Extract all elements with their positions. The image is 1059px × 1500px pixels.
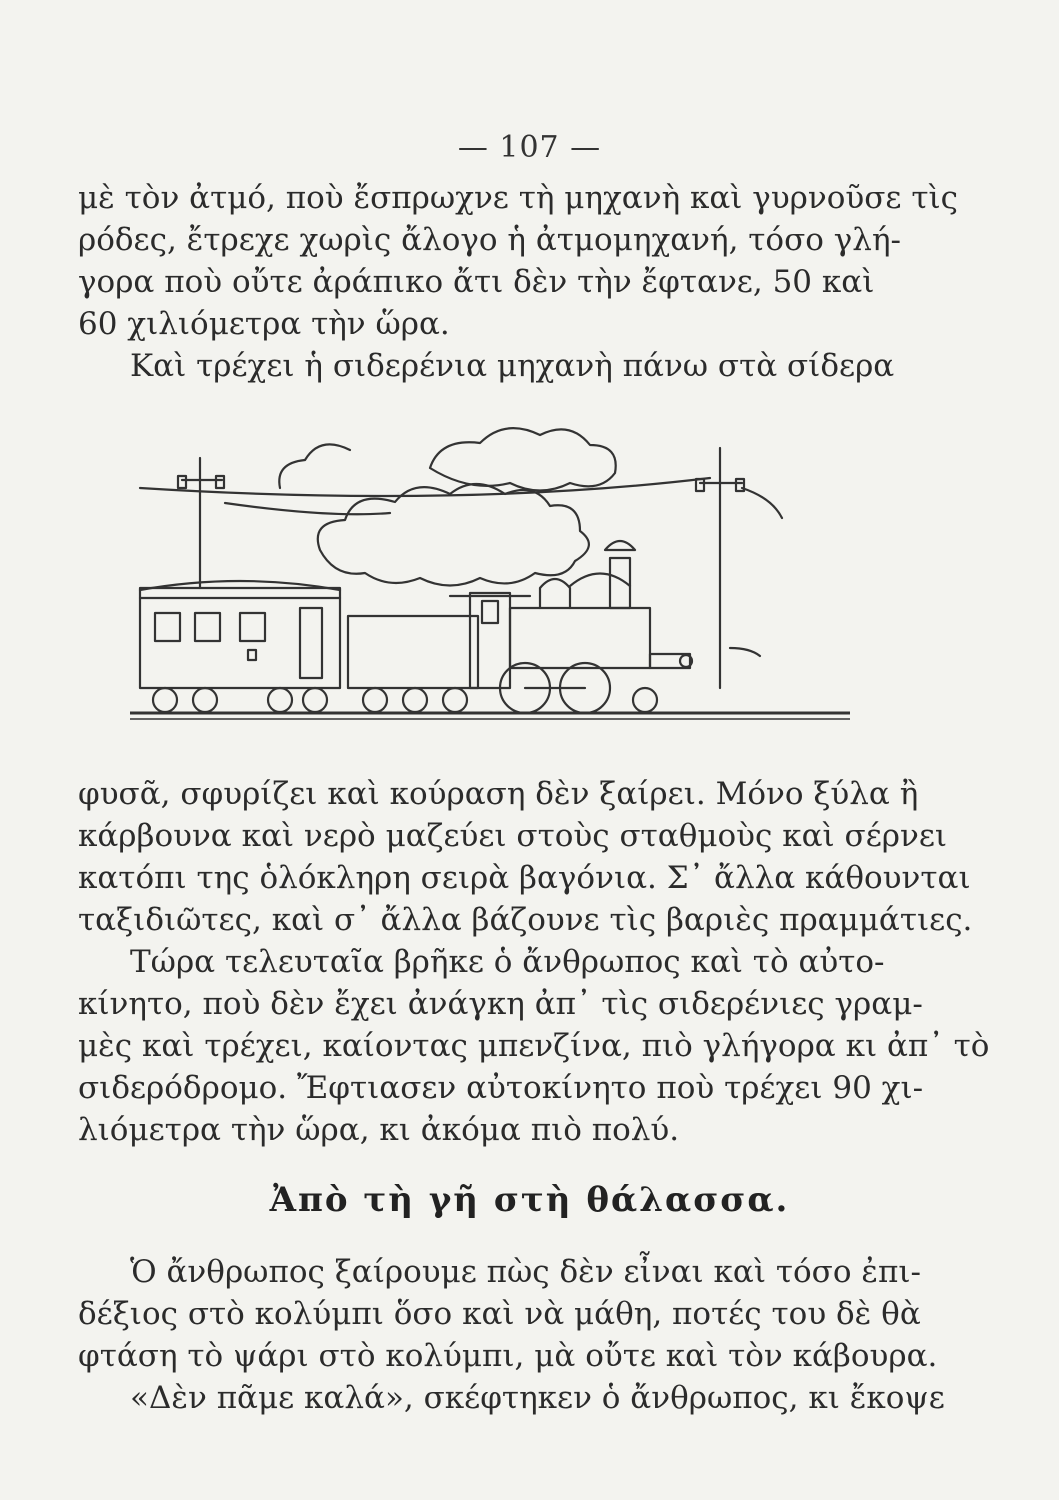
text-line: ρόδες, ἔτρεχε χωρὶς ἄλογο ἡ ἀτμομηχανή, τόσο γλή- [78, 222, 901, 258]
smoke-cloud [430, 428, 616, 490]
smoke-cloud [279, 444, 350, 488]
section-heading: Ἀπὸ τὴ γῆ στὴ θάλασσα. [269, 1180, 790, 1220]
paragraph-1 [78, 177, 959, 387]
wheel [633, 688, 657, 712]
text-line: «Δὲν πᾶμε καλά», σκέφτηκεν ὁ ἄνθρωπος, κι ἔκοψε [130, 1380, 945, 1416]
tender-car [348, 616, 478, 688]
text-line: 60 χιλιόμετρα τὴν ὥρα. [78, 306, 450, 342]
text-line: Καὶ τρέχει ἡ σιδερένια μηχανὴ πάνω στὰ σίδερα [130, 348, 895, 384]
locomotive-boiler [510, 608, 650, 668]
text-line: Τώρα τελευταῖα βρῆκε ὁ ἄνθρωπος καὶ τὸ αὐτο- [130, 944, 885, 980]
page-number: — 107 — [457, 130, 602, 165]
text-line: μὲ τὸν ἀτμό, ποὺ ἔσπρωχνε τὴ μηχανὴ καὶ γυρνοῦσε τὶς [78, 180, 959, 216]
wheel [153, 688, 177, 712]
text-line: κίνητο, ποὺ δὲν ἔχει ἀνάγκη ἀπ᾽ τὶς σιδερένιες γραμ- [78, 986, 923, 1022]
wheel [268, 688, 292, 712]
paragraph-3 [78, 1251, 945, 1419]
text-line: λιόμετρα τὴν ὥρα, κι ἀκόμα πιὸ πολύ. [78, 1112, 680, 1148]
text-line: κατόπι της ὁλόκληρη σειρὰ βαγόνια. Σ᾽ ἄλλα κάθουνται [78, 860, 971, 896]
text-line: μὲς καὶ τρέχει, καίοντας μπενζίνα, πιὸ γλήγορα κι ἀπ᾽ τὸ [78, 1028, 990, 1064]
text-line: ταξιδιῶτες, καὶ σ᾽ ἄλλα βάζουνε τὶς βαριὲς πραμμάτιες. [78, 902, 973, 938]
text-line: Ὁ ἄνθρωπος ξαίρουμε πὼς δὲν εἶναι καὶ τόσο ἐπι- [130, 1254, 921, 1290]
text-line: σιδερόδρομο. Ἔφτιασεν αὐτοκίνητο ποὺ τρέχει 90 χι- [78, 1070, 924, 1106]
paragraph-2 [78, 773, 990, 1151]
train-illustration [130, 418, 850, 738]
wheel [193, 688, 217, 712]
text-line: φυσᾶ, σφυρίζει καὶ κούραση δὲν ξαίρει. Μόνο ξύλα ἢ [78, 776, 919, 812]
text-line: κάρβουνα καὶ νερὸ μαζεύει στοὺς σταθμοὺς καὶ σέρνει [78, 818, 948, 854]
smoke-cloud [318, 484, 589, 586]
text-line: γορα ποὺ οὔτε ἀράπικο ἄτι δὲν τὴν ἔφτανε, 50 καὶ [78, 264, 875, 300]
text-line: δέξιος στὸ κολύμπι ὅσο καὶ νὰ μάθη, ποτές του δὲ θὰ [78, 1296, 921, 1332]
wheel [363, 688, 387, 712]
text-line: φτάση τὸ ψάρι στὸ κολύμπι, μὰ οὔτε καὶ τὸν κάβουρα. [78, 1338, 938, 1374]
wheel [303, 688, 327, 712]
wheel [403, 688, 427, 712]
wheel [443, 688, 467, 712]
